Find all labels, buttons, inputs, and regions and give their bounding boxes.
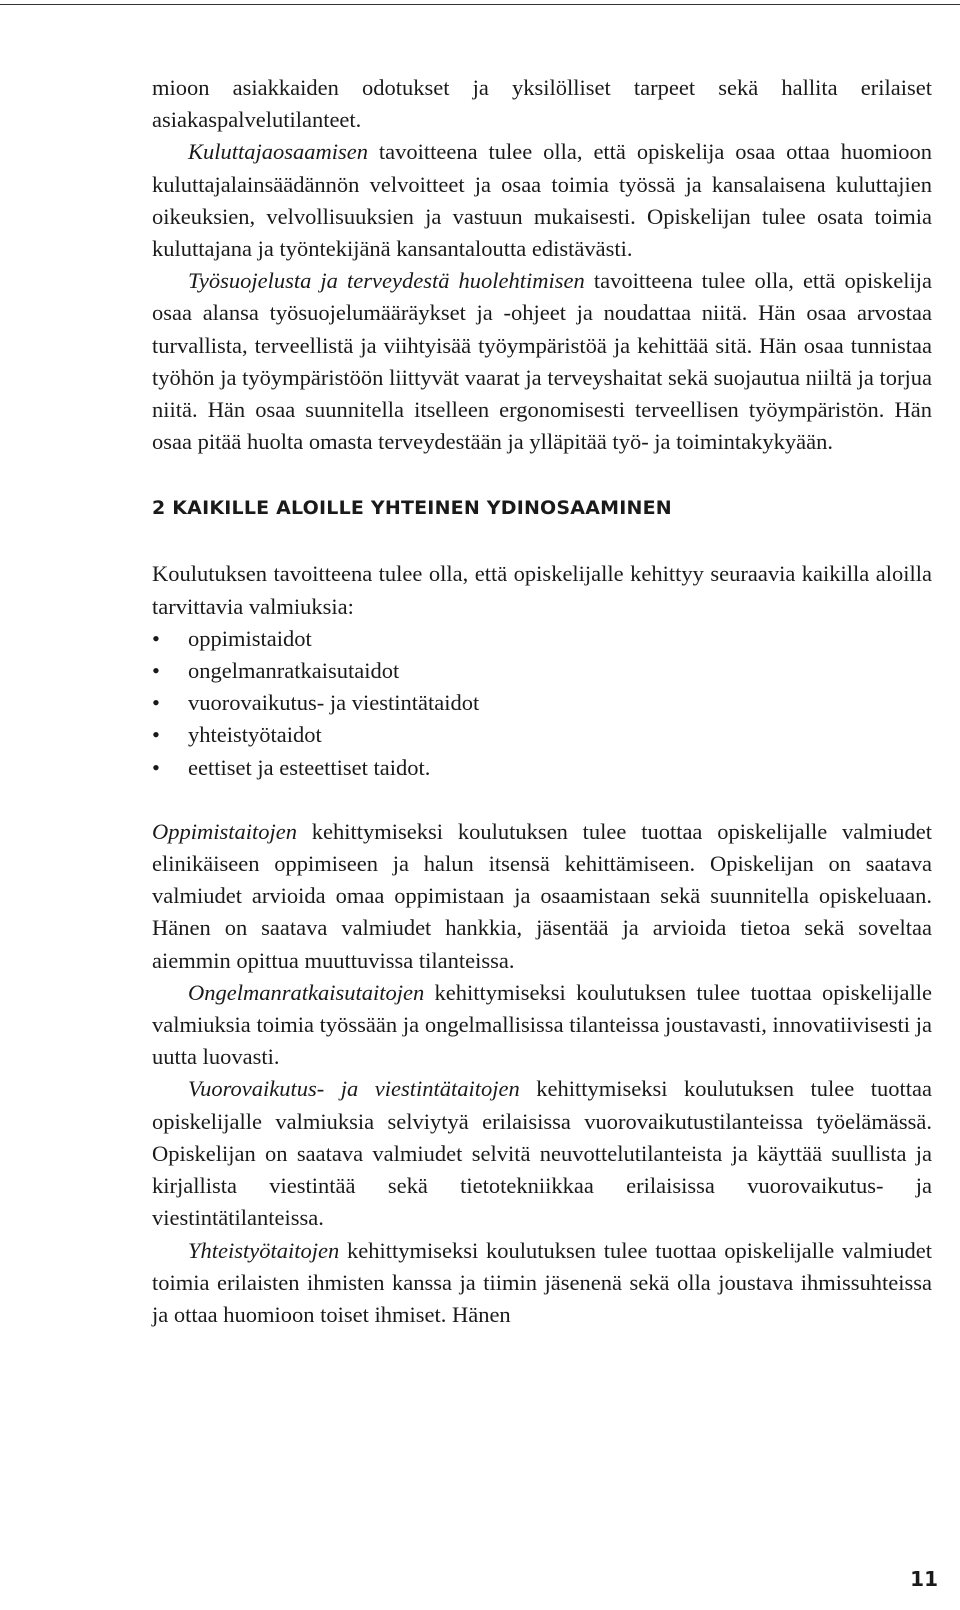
term-vuorovaikutus: Vuorovaikutus- ja viestintätaitojen bbox=[188, 1076, 520, 1102]
bullet-icon: • bbox=[152, 658, 160, 684]
bullet-icon: • bbox=[152, 625, 160, 651]
intro-paragraph-3 bbox=[152, 265, 932, 458]
intro-paragraph-1: mioon asiakkaiden odotukset ja yksilölliset tarpeet sekä hallita erilaiset asiakaspalvelutilanteet. bbox=[152, 75, 932, 133]
term-oppimistaidot: Oppimistaitojen bbox=[152, 818, 297, 844]
list-item bbox=[152, 623, 932, 655]
paragraph-ongelmanratkaisu bbox=[152, 977, 932, 1074]
paragraph-vuorovaikutus bbox=[152, 1073, 932, 1234]
top-rule bbox=[0, 4, 960, 5]
page-number: 11 bbox=[910, 1567, 938, 1591]
paragraph-text: kehittymiseksi koulutuksen tulee tuottaa opiskelijalle valmiuksia toimia työssään ja ongelmallisissa tilanteissa joustavasti, innovatiivisesti ja uutta luovasti. bbox=[152, 979, 932, 1070]
skills-list bbox=[152, 623, 932, 784]
bullet-icon: • bbox=[152, 754, 160, 780]
list-item-text: yhteistyötaidot bbox=[188, 722, 322, 748]
term-tyosuojelu: Työsuojelusta ja terveydestä huolehtimisen bbox=[188, 268, 585, 294]
list-item bbox=[152, 752, 932, 784]
paragraph-text: kehittymiseksi koulutuksen tulee tuottaa opiskelijalle valmiuksia selviytyä erilaisissa vuorovaikutustilanteissa työelämässä. Opiskelijan on saatava valmiudet selvitä neuvottelutilanteista ja käyttää suullista ja kirjallista viestintää sekä tietotekniikkaa erilaisissa vuorovaikutus- ja viestintätilanteissa. bbox=[152, 1076, 932, 1231]
paragraph-yhteistyo bbox=[152, 1235, 932, 1332]
bullet-icon: • bbox=[152, 722, 160, 748]
section-lead: Koulutuksen tavoitteena tulee olla, että opiskelijalle kehittyy seuraavia kaikilla aloilla tarvittavia valmiuksia: bbox=[152, 561, 932, 619]
page-content bbox=[152, 72, 932, 1331]
paragraph-text: tavoitteena tulee olla, että opiskelija osaa ottaa huomioon kuluttajalainsäädännön velvoitteet ja osaa toimia työssä ja kansalaisena kuluttajien oikeuksien, velvollisuuksien ja vastuun mukaisesti. Opiskelijan tulee osata toimia kuluttajana ja työntekijänä kansantaloutta edistävästi. bbox=[152, 139, 932, 262]
term-yhteistyo: Yhteistyötaitojen bbox=[188, 1237, 340, 1263]
intro-paragraph-2 bbox=[152, 136, 932, 265]
list-item bbox=[152, 719, 932, 751]
paragraph-text: kehittymiseksi koulutuksen tulee tuottaa opiskelijalle valmiudet toimia erilaisten ihmisten kanssa ja tiimin jäsenenä sekä olla joustava ihmissuhteissa ja ottaa huomioon toiset ihmiset. Hänen bbox=[152, 1237, 932, 1327]
paragraph-text: tavoitteena tulee olla, että opiskelija osaa alansa työsuojelumääräykset ja -ohjeet ja noudattaa niitä. Hän osaa arvostaa turvallista, terveellistä ja viihtyisää työympäristöä ja kehittää sitä. Hän osaa tunnistaa työhön ja työympäristöön liittyvät vaarat ja terveyshaitat sekä suojautua niiltä ja torjua niitä. Hän osaa suunnitella itselleen ergonomisesti terveellisen työympäristön. Hän osaa pitää huolta omasta terveydestään ja ylläpitää työ- ja toimintakykyään. bbox=[152, 268, 932, 455]
paragraph-oppimistaidot bbox=[152, 816, 932, 977]
list-item-text: ongelmanratkaisutaidot bbox=[188, 658, 400, 684]
term-ongelmanratkaisu: Ongelmanratkaisutaitojen bbox=[188, 979, 425, 1005]
term-kuluttajaosaaminen: Kuluttajaosaamisen bbox=[188, 139, 369, 165]
paragraph-text: kehittymiseksi koulutuksen tulee tuottaa opiskelijalle valmiudet elinikäiseen oppimiseen ja halun itsensä kehittämiseen. Opiskelijan on saatava valmiudet arvioida omaa oppimistaan ja osaamistaan sekä suunnitella opiskeluaan. Hänen on saatava valmiudet hankkia, jäsentää ja arvioida tietoa sekä soveltaa aiemmin opittua muuttuvissa tilanteissa. bbox=[152, 818, 932, 973]
section-heading: 2 KAIKILLE ALOILLE YHTEINEN YDINOSAAMINEN bbox=[152, 497, 672, 520]
list-item bbox=[152, 687, 932, 719]
list-item-text: oppimistaidot bbox=[188, 625, 312, 651]
list-item bbox=[152, 655, 932, 687]
list-item-text: eettiset ja esteettiset taidot. bbox=[188, 754, 431, 780]
bullet-icon: • bbox=[152, 690, 160, 716]
list-item-text: vuorovaikutus- ja viestintätaidot bbox=[188, 690, 480, 716]
